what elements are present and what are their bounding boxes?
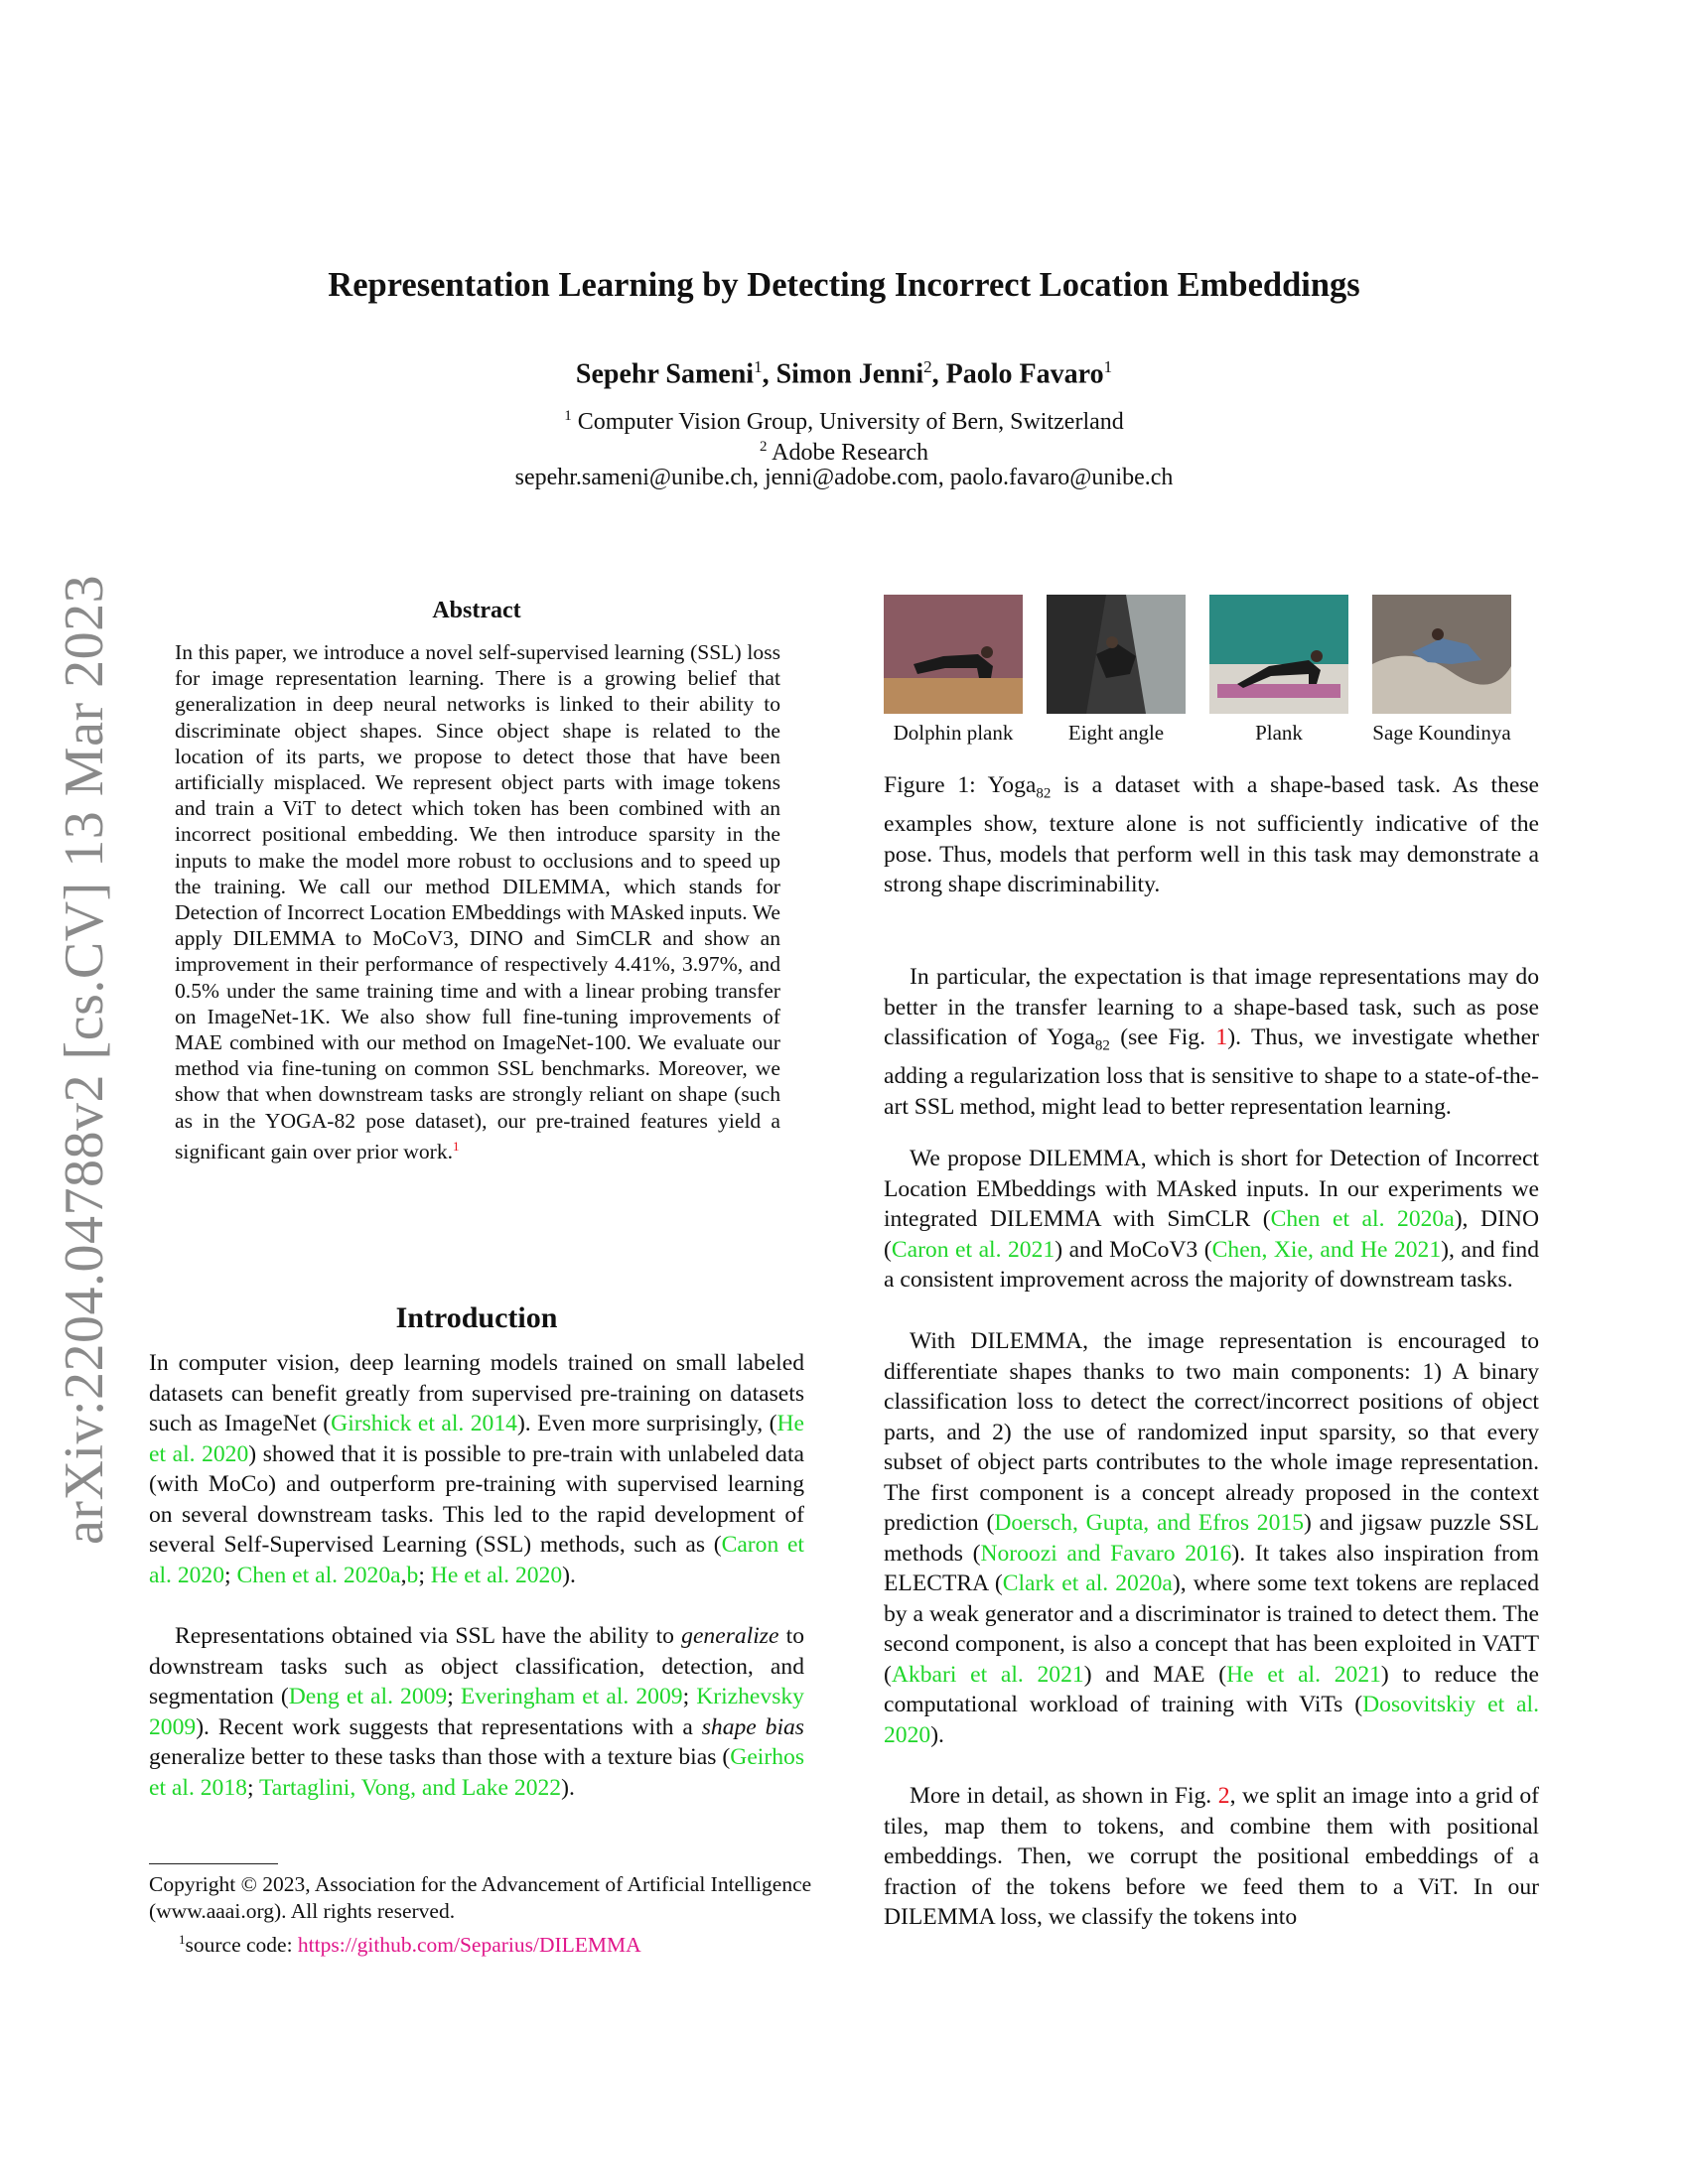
citation-link[interactable]: Chen, Xie, and He 2021 — [1211, 1236, 1442, 1263]
affiliation-1: $^1$ Computer Vision Group, University of Bern, Switzerland — [564, 408, 1124, 435]
citation-link[interactable]: Geirhos et al. 2018 — [149, 1744, 804, 1801]
footnote-source-code: $^1$source code: https://github.com/Separius/DILEMMA — [179, 1932, 641, 1958]
footnote-ref[interactable]: 1 — [453, 1138, 460, 1154]
citation-link[interactable]: Doersch, Gupta, and Efros 2015 — [994, 1510, 1304, 1536]
affiliation-mark: 1 — [1103, 357, 1113, 376]
figure-image-label: Plank — [1255, 721, 1303, 745]
citation-link[interactable]: He et al. 2021 — [1226, 1661, 1381, 1688]
abstract-body: In this paper, we introduce a novel self-supervised learning (SSL) loss for image representation learning. There is a growing belief that generalization in deep neural networks is linked to their ability to discriminate object shapes. Since object shape is related to the location of its parts, we propose to detect those that have been artificially misplaced. We represent object parts with image tokens and train a ViT to detect which token has been combined with an incorrect positional embedding. We then introduce sparsity in the inputs to make the model more robust to occlusions and to speed up the training. We call our method DILEMMA, which stands for Detection of Incorrect Location EMbeddings with MAsked inputs. We apply DILEMMA to MoCoV3, DINO and SimCLR and show an improvement in their performance of respectively 4.41%, 3.97%, and 0.5% under the same training time and with a linear probing transfer on ImageNet-1K. We also show full fine-tuning improvements of MAE combined with our method on ImageNet-100. We evaluate our method via fine-tuning on common SSL benchmarks. Moreover, we show that when downstream tasks are strongly reliant on shape (such as in the YOGA-82 pose dataset), our pre-trained features yield a significant gain over prior work.$^1$ — [175, 640, 780, 1164]
citation-link[interactable]: Girshick et al. 2014 — [331, 1411, 517, 1436]
intro-paragraph-2: Representations obtained via SSL have the ability to generalize to downstream tasks such as object classification, detection, and segmentation (Deng et al. 2009; Everingham et al. 2009; Krizhevsky 2009). Recent work suggests that representations with a shape bias generalize better to these tasks than those with a texture bias (Geirhos et al. 2018; Tartaglini, Vong, and Lake 2022). — [149, 1623, 804, 1801]
figure-ref-link[interactable]: 2 — [1217, 1783, 1230, 1809]
author-name: Paolo Favaro — [945, 358, 1104, 390]
intro-paragraph-4: We propose DILEMMA, which is short for Detection of Incorrect Location EMbeddings with MAsked inputs. In our experiments we integrated DILEMMA with SimCLR (Chen et al. 2020a), DINO (Caron et al. 2021) and MoCoV3 (Chen, Xie, and He 2021), and find a consistent improvement across the majority of downstream tasks. — [884, 1146, 1540, 1293]
citation-link[interactable]: Chen et al. 2020a — [1270, 1206, 1455, 1232]
footnote-divider — [149, 1863, 278, 1864]
figure-image-eight-angle — [1047, 595, 1186, 714]
source-code-link[interactable]: https://github.com/Separius/DILEMMA — [297, 1933, 641, 1958]
figure-image-dolphin-plank — [884, 595, 1023, 714]
abstract-heading: Abstract — [432, 598, 521, 623]
citation-link[interactable]: Akbari et al. 2021 — [891, 1661, 1084, 1688]
arxiv-identifier: arXiv:2204.04788v2 [cs.CV] 13 Mar 2023 — [54, 574, 115, 1545]
figure-image-label: Eight angle — [1067, 721, 1165, 745]
paper-title: Representation Learning by Detecting Incorrect Location Embeddings — [328, 266, 1360, 304]
author-name: Sepehr Sameni — [575, 358, 755, 390]
author-emails: sepehr.sameni@unibe.ch, jenni@adobe.com, paolo.favaro@unibe.ch — [514, 465, 1174, 490]
citation-link[interactable]: Tartaglini, Vong, and Lake 2022 — [258, 1774, 562, 1801]
figure-image-sage-koundinya — [1372, 595, 1511, 714]
intro-paragraph-3: In particular, the expectation is that image representations may do better in the transfer learning to a shape-based task, such as pose classification of Yoga$_{82}$ (see Fig. 1). Thus, we investigate whether adding a regularization loss that is sensitive to shape to a state-of-the-art SSL method, might lead to better representation learning. — [884, 964, 1539, 1120]
citation-link[interactable]: He et al. 2020 — [430, 1562, 563, 1588]
figure-ref-link[interactable]: 1 — [1215, 1024, 1228, 1050]
figure-1-caption: Figure 1: Yoga$_{82}$ is a dataset with a shape-based task. As these examples show, texture alone is not sufficiently indicative of the pose. Thus, models that perform well in this task may demonstrate a strong shape discriminability. — [884, 772, 1539, 898]
citation-link[interactable]: He et al. 2020 — [149, 1411, 804, 1467]
author-name: Simon Jenni — [775, 358, 924, 390]
citation-link[interactable]: Everingham et al. 2009 — [460, 1684, 683, 1709]
citation-link[interactable]: Noroozi and Favaro 2016 — [980, 1540, 1232, 1567]
citation-link[interactable]: Clark et al. 2020a — [1002, 1570, 1173, 1596]
affiliation-mark: 2 — [923, 357, 932, 376]
citation-link[interactable]: b — [406, 1562, 419, 1588]
intro-paragraph-5: With DILEMMA, the image representation is encouraged to differentiate shapes thanks to two main components: 1) A binary classification loss to detect the correct/incorrect positions of object parts, and 2) the use of randomized input sparsity, so that every subset of object parts contributes to the whole image representation. The first component is a concept already proposed in the context prediction (Doersch, Gupta, and Efros 2015) and jigsaw puzzle SSL methods (Noroozi and Favaro 2016). It takes also inspiration from ELECTRA (Clark et al. 2020a), where some text tokens are replaced by a weak generator and a discriminator is trained to detect them. The second component, is also a concept that has been exploited in VATT (Akbari et al. 2021) and MAE (He et al. 2021) to reduce the computational workload of training with ViTs (Dosovitskiy et al. 2020). — [884, 1328, 1539, 1748]
copyright-notice: Copyright © 2023, Association for the Advancement of Artificial Intelligence (www.aaai.org). All rights reserved. — [149, 1872, 812, 1923]
citation-link[interactable]: Dosovitskiy et al. 2020 — [884, 1692, 1539, 1748]
author-list: Sepehr Sameni$^1$, Simon Jenni$^2$, Paolo Favaro$^1$ — [575, 357, 1113, 390]
affiliation-mark: 1 — [754, 357, 763, 376]
citation-link[interactable]: Deng et al. 2009 — [288, 1684, 448, 1709]
citation-link[interactable]: Caron et al. 2021 — [891, 1236, 1055, 1263]
citation-link[interactable]: Krizhevsky 2009 — [149, 1684, 804, 1740]
citation-link[interactable]: Caron et al. 2020 — [149, 1532, 804, 1588]
figure-image-plank — [1209, 595, 1348, 714]
figure-image-label: Dolphin plank — [893, 721, 1014, 745]
intro-paragraph-6: More in detail, as shown in Fig. 2, we split an image into a grid of tiles, map them to tokens, and combine them with positional embeddings. Then, we corrupt the positional embeddings of a fraction of the tokens before we feed them to a ViT. In our DILEMMA loss, we classify the tokens into — [884, 1783, 1539, 1930]
figure-image-label: Sage Koundinya — [1372, 721, 1511, 745]
section-heading-introduction: Introduction — [395, 1301, 558, 1334]
affiliation-2: $^2$ Adobe Research — [759, 439, 929, 466]
citation-link[interactable]: Chen et al. 2020a — [236, 1562, 401, 1588]
intro-paragraph-1: In computer vision, deep learning models trained on small labeled datasets can benefit greatly from supervised pre-training on datasets such as ImageNet (Girshick et al. 2014). Even more surprisingly, (He et al. 2020) showed that it is possible to pre-train with unlabeled data (with MoCo) and outperform pre-training with supervised learning on several downstream tasks. This led to the rapid development of several Self-Supervised Learning (SSL) methods, such as (Caron et al. 2020; Chen et al. 2020a,b; He et al. 2020). — [149, 1350, 805, 1588]
